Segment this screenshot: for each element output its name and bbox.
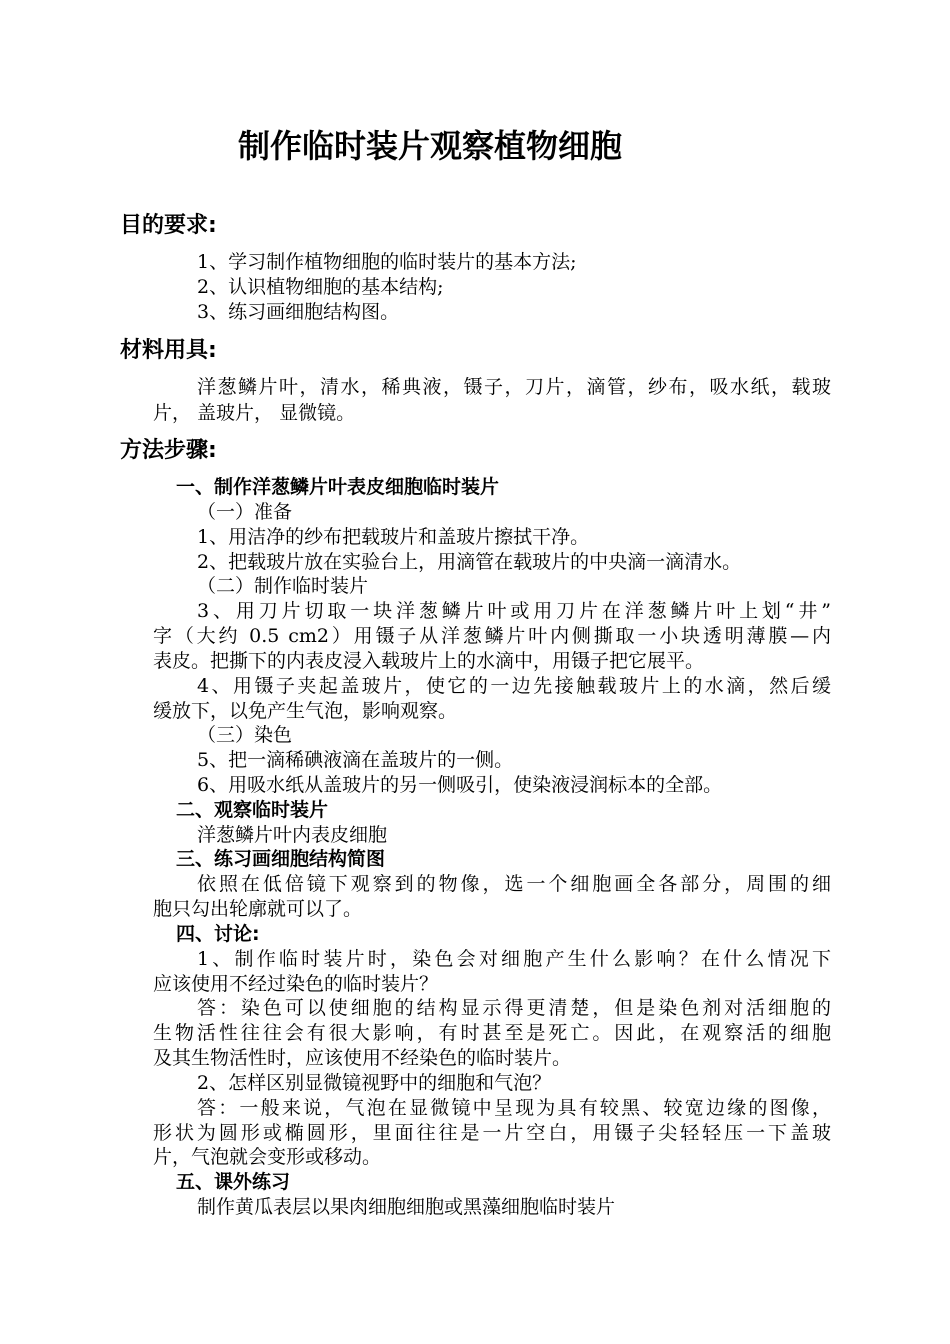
materials-line: 洋葱鳞片叶，清水，稀典液，镊子，刀片，滴管，纱布，吸水纸，载玻 <box>197 376 831 398</box>
body-text: 依照在低倍镜下观察到的物像，选一个细胞画全各部分，周围的细 <box>197 873 831 895</box>
step-text: 表皮。把撕下的内表皮浸入载玻片上的水滴中，用镊子把它展平。 <box>153 650 705 672</box>
method-heading: 方法步骤: <box>120 438 217 463</box>
step-text: 缓放下，以免产生气泡，影响观察。 <box>153 700 458 722</box>
step-text: 5、把一滴稀碘液滴在盖玻片的一侧。 <box>197 749 514 771</box>
answer-text: 及其生物活性时，应该使用不经染色的临时装片。 <box>153 1047 572 1069</box>
question-text: 1、制作临时装片时，染色会对细胞产生什么影响？在什么情况下 <box>197 948 831 970</box>
subsection-title: （二）制作临时装片 <box>197 575 369 597</box>
question-text: 2、怎样区别显微镜视野中的细胞和气泡？ <box>197 1072 552 1094</box>
page-title: 制作临时装片观察植物细胞 <box>237 127 622 165</box>
step-text: 字（大约 0.5 cm2）用镊子从洋葱鳞片叶内侧撕取一小块透明薄膜—内 <box>153 625 831 647</box>
section-title: 四、讨论: <box>176 923 260 945</box>
step-text: 2、把载玻片放在实验台上，用滴管在载玻片的中央滴一滴清水。 <box>197 551 742 573</box>
section-title: 三、练习画细胞结构简图 <box>176 848 386 870</box>
answer-text: 生物活性往往会有很大影响，有时甚至是死亡。因此，在观察活的细胞 <box>153 1022 831 1044</box>
question-text: 应该使用不经过染色的临时装片？ <box>153 973 439 995</box>
purpose-item: 1、学习制作植物细胞的临时装片的基本方法; <box>197 251 577 273</box>
body-text: 胞只勾出轮廓就可以了。 <box>153 898 363 920</box>
answer-text: 片，气泡就会变形或移动。 <box>153 1146 382 1168</box>
step-text: 1、用洁净的纱布把载玻片和盖玻片擦拭干净。 <box>197 526 590 548</box>
section-title: 五、课外练习 <box>176 1171 291 1193</box>
section-title: 一、制作洋葱鳞片叶表皮细胞临时装片 <box>176 476 500 498</box>
purpose-item: 3、练习画细胞结构图。 <box>197 301 400 323</box>
body-text: 制作黄瓜表层以果肉细胞细胞或黑藻细胞临时装片 <box>197 1196 616 1218</box>
materials-line: 片， 盖玻片， 显微镜。 <box>153 402 356 424</box>
materials-heading: 材料用具: <box>120 338 217 363</box>
body-text: 洋葱鳞片叶内表皮细胞 <box>197 824 388 846</box>
step-text: 4、用镊子夹起盖玻片，使它的一边先接触载玻片上的水滴，然后缓 <box>197 675 831 697</box>
purpose-heading: 目的要求: <box>120 213 217 238</box>
subsection-title: （一）准备 <box>197 501 293 523</box>
answer-text: 答：一般来说，气泡在显微镜中呈现为具有较黑、较宽边缘的图像， <box>197 1097 831 1119</box>
answer-text: 答：染色可以使细胞的结构显示得更清楚，但是染色剂对活细胞的 <box>197 997 831 1019</box>
purpose-item: 2、认识植物细胞的基本结构; <box>197 276 444 298</box>
subsection-title: （三）染色 <box>197 724 293 746</box>
step-text: 6、用吸水纸从盖玻片的另一侧吸引，使染液浸润标本的全部。 <box>197 774 723 796</box>
answer-text: 形状为圆形或椭圆形，里面往往是一片空白，用镊子尖轻轻压一下盖玻 <box>153 1122 831 1144</box>
step-text: 3、用刀片切取一块洋葱鳞片叶或用刀片在洋葱鳞片叶上划“井” <box>197 600 831 622</box>
section-title: 二、观察临时装片 <box>176 799 329 821</box>
